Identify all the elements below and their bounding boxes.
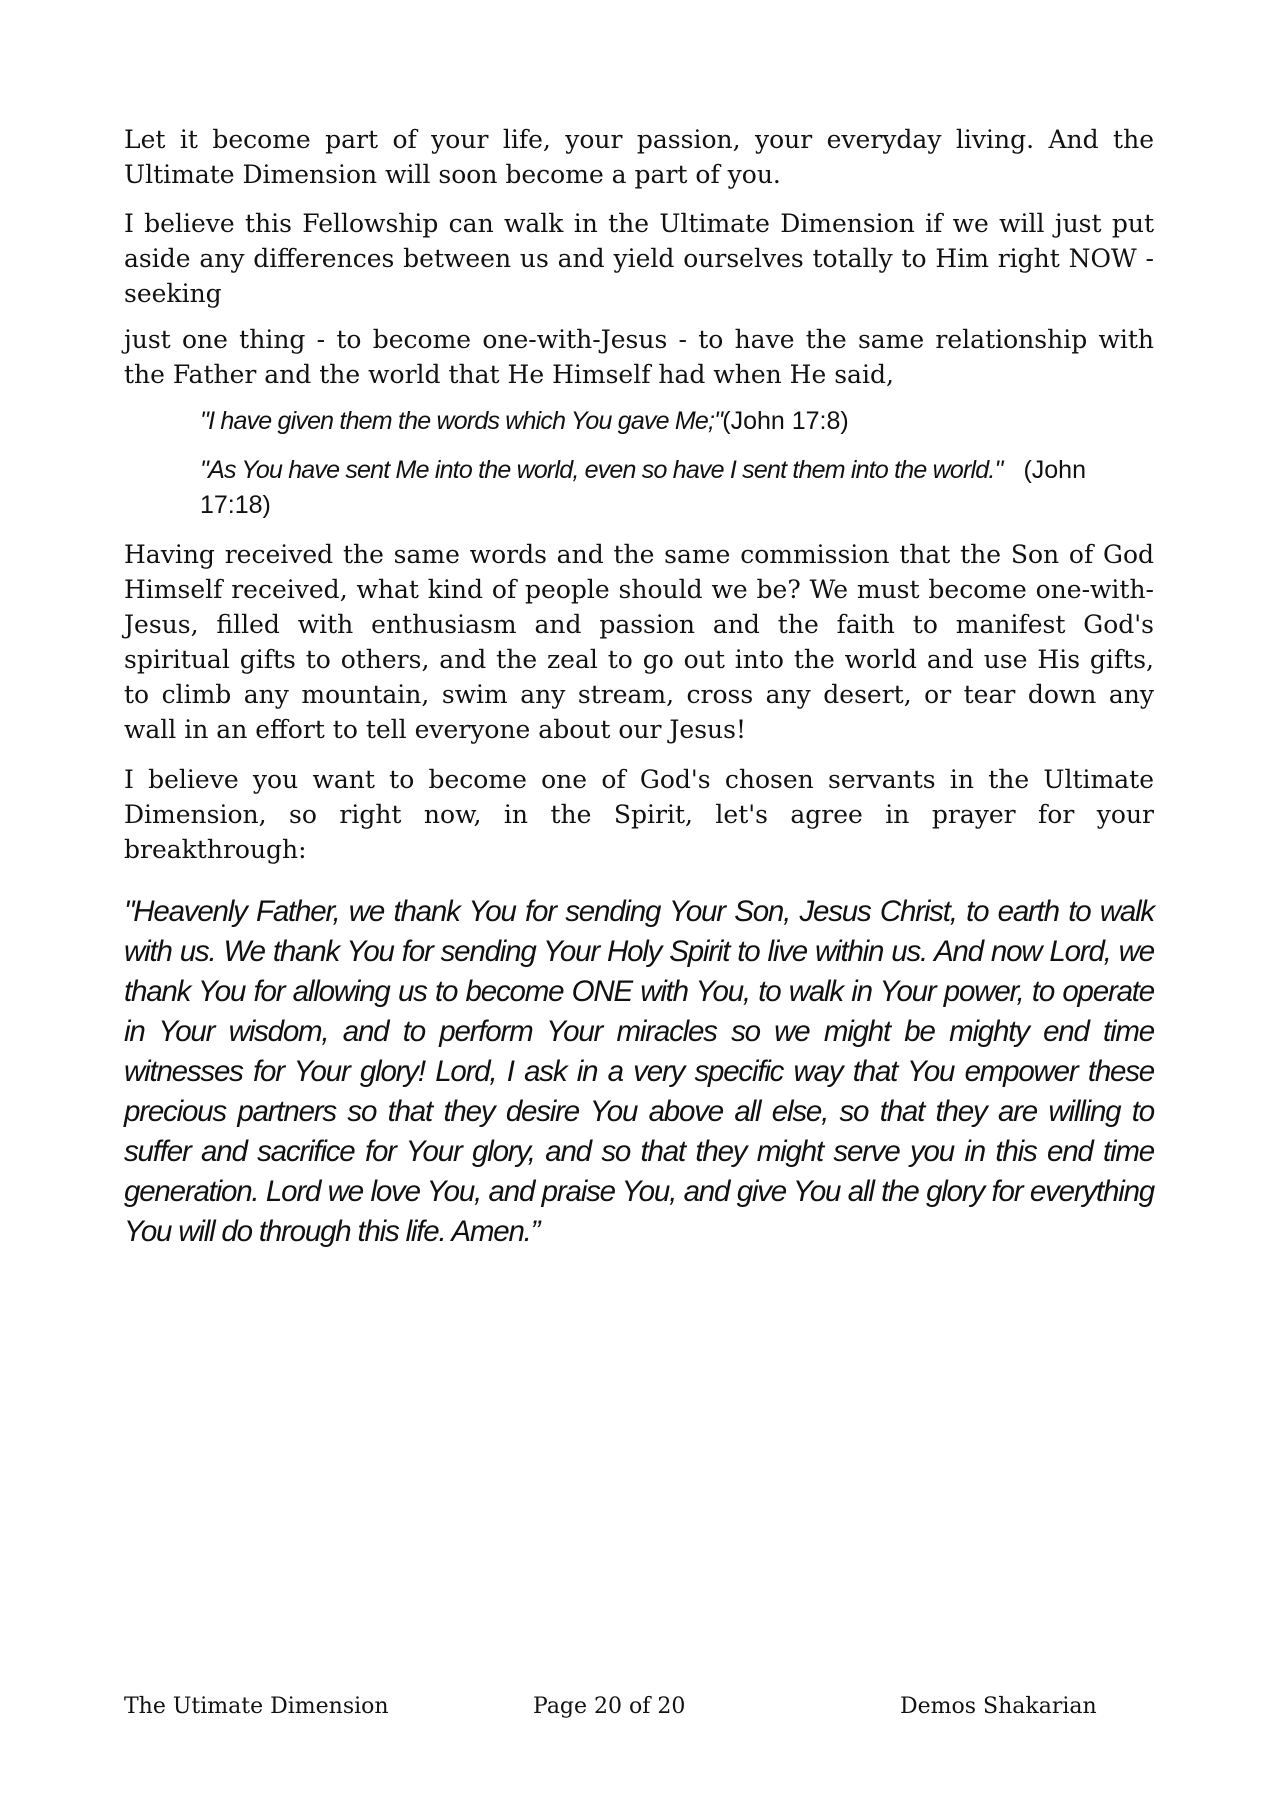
paragraph-part-of-life: Let it become part of your life, your passion, your everyday living. And the Ultimate Dimension will soon become a part of you. xyxy=(124,125,1154,189)
paragraph-fellowship: I believe this Fellowship can walk in the Ultimate Dimension if we will just put aside any differences between us and yield ourselves totally to Him right NOW - seeking xyxy=(124,209,1154,308)
page-footer xyxy=(0,1694,1273,1724)
quote-reference: (John 17:8) xyxy=(722,407,849,435)
footer-document-title: The Utimate Dimension xyxy=(124,1694,389,1719)
paragraph-one-with-jesus: just one thing - to become one-with-Jesus - to have the same relationship with the Father and the world that He Himself had when He said, xyxy=(124,325,1154,389)
quote-text: "As You have sent Me into the world, even so have I sent them into the world." xyxy=(200,456,1003,484)
paragraph-same-commission: Having received the same words and the same commission that the Son of God Himself received, what kind of people should we be? We must become one-with-Jesus, filled with enthusiasm and passion and the faith to manifest God's spiritual gifts to others, and the zeal to go out into the world and use His gifts, to climb any mountain, swim any stream, cross any desert, or tear down any wall in an effort to tell everyone about our Jesus! xyxy=(124,540,1154,744)
footer-page-number: Page 20 of 20 xyxy=(533,1694,686,1719)
prayer-text: "Heavenly Father, we thank You for sending Your Son, Jesus Christ, to earth to walk with us. We thank You for sending Your Holy Spirit to live within us. And now Lord, we thank You for allowing us to become ONE with You, to walk in Your power, to operate in Your wisdom, and to perform Your miracles so we might be mighty end time witnesses for Your glory! Lord, I ask in a very specific way that You empower these precious partners so that they desire You above all else, so that they are willing to suffer and sacrifice for Your glory, and so that they might serve you in this end time generation. Lord we love You, and praise You, and give You all the glory for everything You will do through this life. Amen.” xyxy=(124,895,1154,1248)
quote-reference: (John 17:18) xyxy=(200,456,1086,519)
scripture-quote-john-17-18 xyxy=(200,453,1154,523)
scripture-quote-john-17-8 xyxy=(200,404,1154,439)
footer-author: Demos Shakarian xyxy=(900,1694,1097,1719)
paragraph-agree-in-prayer: I believe you want to become one of God's chosen servants in the Ultimate Dimension, so right now, in the Spirit, let's agree in prayer for your breakthrough: xyxy=(124,765,1154,864)
quote-text: "I have given them the words which You gave Me;" xyxy=(200,407,723,435)
